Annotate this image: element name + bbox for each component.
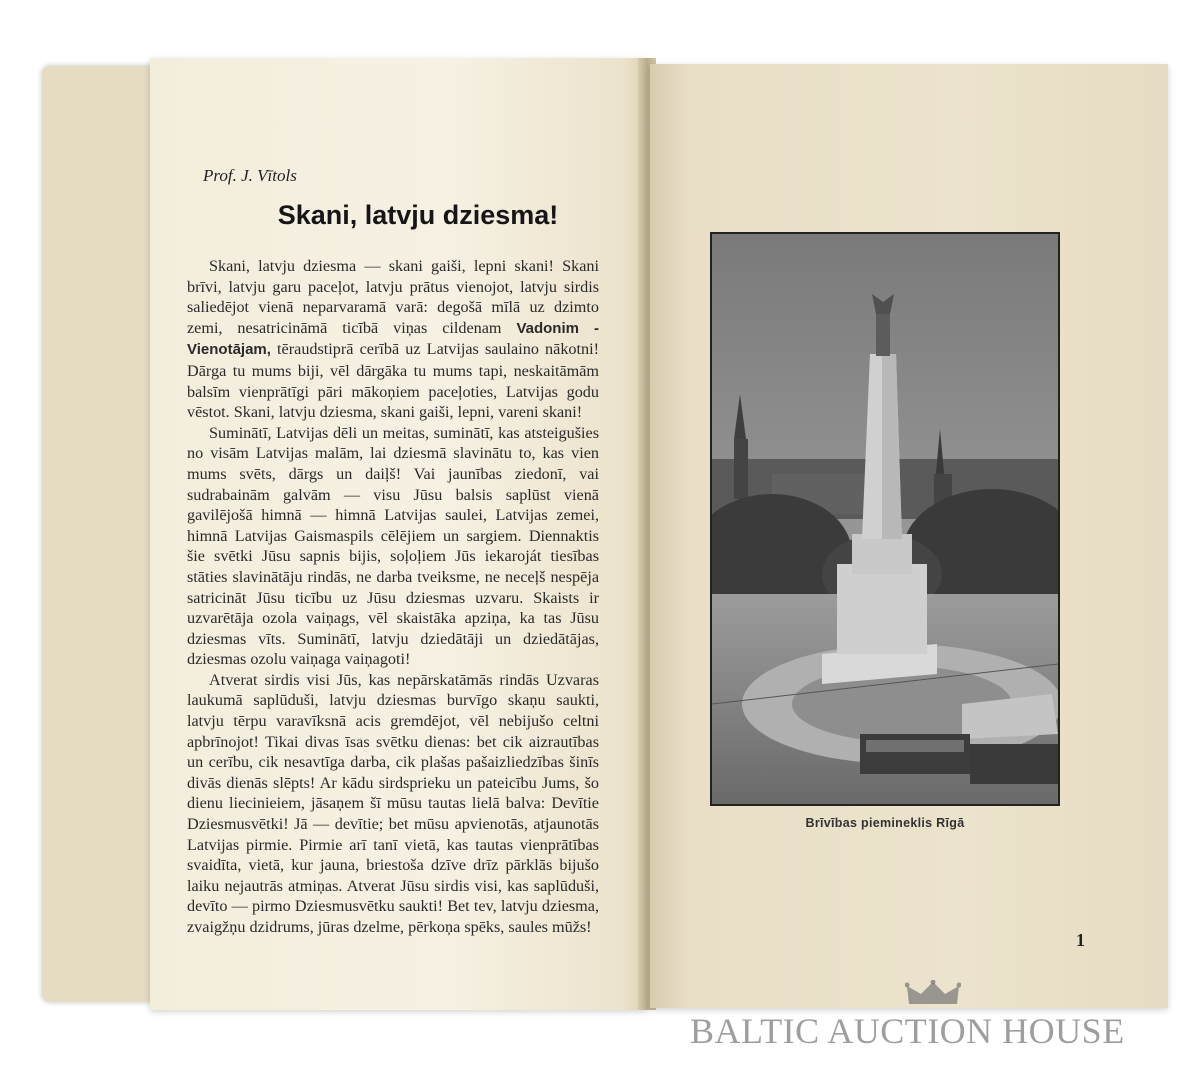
article-body xyxy=(187,256,599,938)
photo-caption: Brīvības piemineklis Rīgā xyxy=(805,816,965,830)
paragraph: Atverat sirdis visi Jūs, kas nepārskatāmās rindās Uzvaras laukumā saplūduši, latvju dziesmas burvīgo skaņu saukti, latvju tērpu varavīksnā acis gremdējot, vēl nebijušo celtni apbrīnojot! Tikai divas īsas svētku dienas: bet cik aizrautības un cerību, cik nesavtīga darba, cik plašas pašaizliedzības šinīs divās dienās slēpts! Ar kādu sirdsprieku un pateicību Jums, šo dienu liecinieiem, jāsaņem šī mūsu tautas lielā balva: Devītie Dziesmusvētki! Jā — devītie; bet mūsu apvienotās, atjaunotās Latvijas pirmie. Pirmie arī tanī vietā, kas tautas vienprātības svaidīta, vietā, kur jauna, briestoša dzīve drīz pārklās bijušo laiku nejautrās atmiņas. Atverat Jūsu sirdis visi, kas saplūduši, devīto — pirmo Dziesmusvētku saukti! Bet tev, latvju dziesma, zvaigžņu dzidrums, jūras dzelme, pērkoņa spēks, saules mūžs! xyxy=(187,670,599,936)
paragraph xyxy=(187,256,599,423)
author-name: Prof. J. Vītols xyxy=(203,166,297,185)
paragraph-text: Skani, latvju dziesma — skani gaiši, lepni skani! Skani brīvi, latvju garu paceļot, latvju prātus vienojot, latvju sirdis saliedējot vienā neparvaramā varā: degošā mīlā uz dzimto zemi, nesatricināmā ticībā viņas cildenam xyxy=(187,257,599,337)
paragraph-text: tēraudstiprā cerībā uz Latvijas saulaino nākotni! Dārga tu mums biji, vēl dārgāka tu mums tapi, neskaitāmām balsīm vienprātīgi pāri mākoņiem paceļoties, Latvijas godu vēstot. Skani, latvju dziesma, skani gaiši, lepni, vareni skani! xyxy=(187,340,599,422)
emphasized-text: Vadonim - Vienotājam, xyxy=(187,319,600,359)
crown-icon xyxy=(905,980,961,1006)
page-title: Skani, latvju dziesma! xyxy=(277,200,559,230)
book-cover-edge xyxy=(42,66,162,1002)
page-number: 1 xyxy=(1076,930,1085,950)
monument-illustration xyxy=(712,234,1058,804)
watermark-text: BALTIC AUCTION HOUSE xyxy=(690,1011,1125,1051)
freedom-monument-photo xyxy=(710,232,1060,806)
paragraph: Suminātī, Latvijas dēli un meitas, suminātī, kas atsteigušies no visām Latvijas malām, lai dziesmā slavinātu to, kas vien mums svēts, dārgs un daiļš! Vai jaunības ziedonī, vai sudrabainām galvām — visu Jūsu balsis saplūst vienā gavilējošā himnā — himnā Latvijas saulei, Latvijas zemei, himnā Latvijas Gaismaspils cēlējiem un sargiem. Diennaktis šie svētki Jūsu sapnis bijis, soļoļiem Jūs iekaroját tiesības stāties slavinātāju rindās, ne darba tveiksme, ne neceļš nespēja satricināt Jūsu ticību uz Jūsu dziesmas uzvaru. Skaists ir uzvarētāja ozola vaiņags, vēl skaistāka apziņa, ka tas Jūsu dziesmas vīts. Suminātī, latvju dziedātāji un dziedātājas, dziesmas ozolu vaiņaga vaiņagoti! xyxy=(187,423,599,669)
